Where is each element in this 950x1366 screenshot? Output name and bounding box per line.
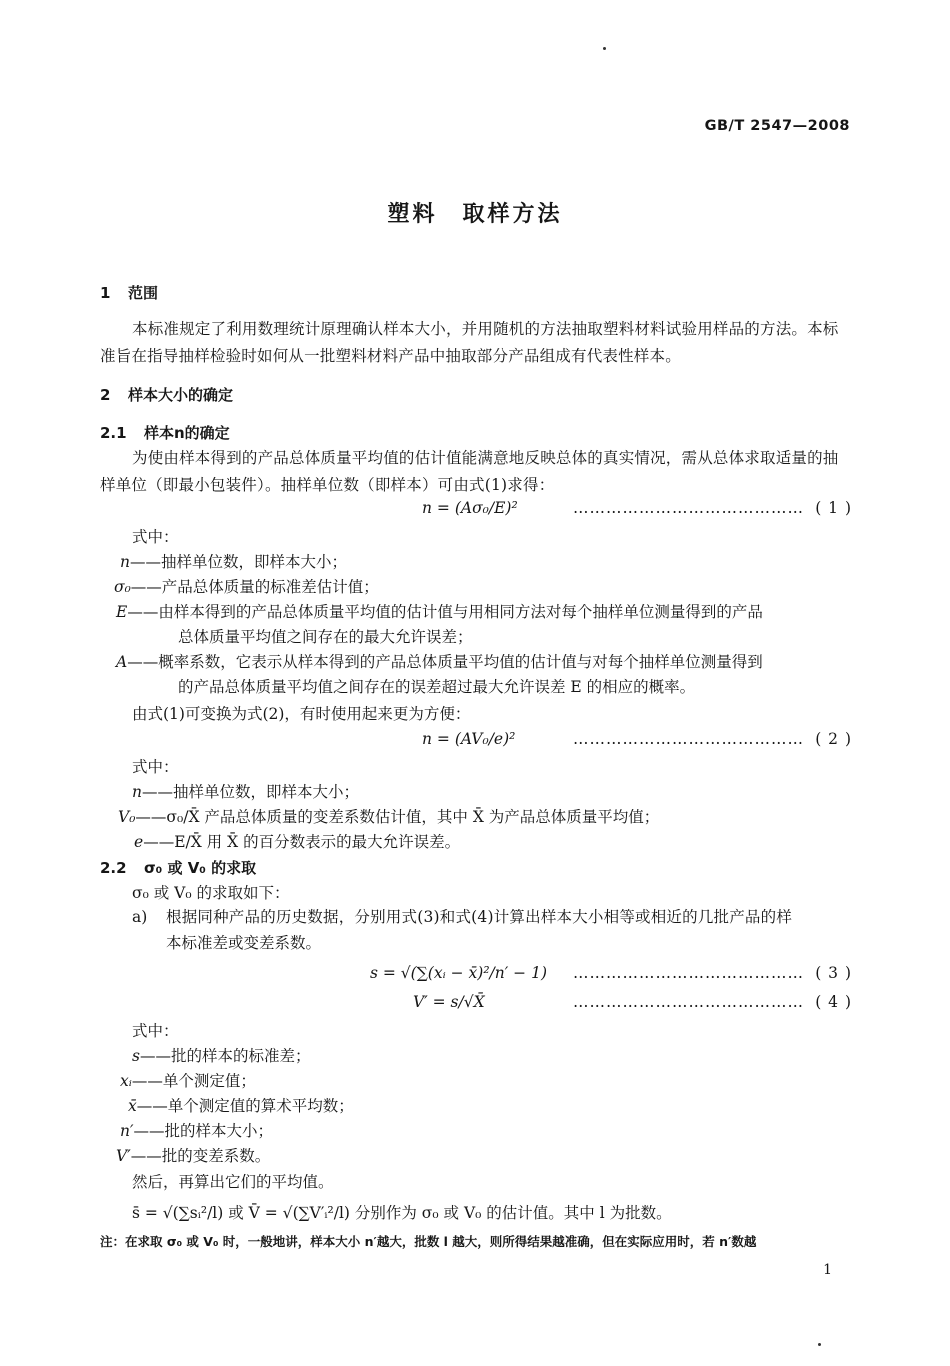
definition-e — [134, 833, 869, 852]
definition-symbol: V₀ — [118, 808, 136, 826]
section-2-heading — [100, 386, 233, 405]
equation-1 — [100, 499, 852, 519]
definition-n — [132, 783, 867, 802]
transform-text: 由式(1)可变换为式(2)，有时使用起来更为方便： — [132, 705, 471, 723]
equation-formula: n = (AV₀/e)² — [422, 730, 516, 748]
subsection-2-2-intro: σ₀ 或 V₀ 的求取如下： — [132, 884, 290, 902]
document-title: 塑料 取样方法 — [387, 202, 563, 227]
definition-A — [116, 653, 851, 672]
definition-text: ——概率系数，它表示从样本得到的产品总体质量平均值的估计值与对每个抽样单位测量得到 — [127, 653, 763, 671]
definition-A-continued: 的产品总体质量平均值之间存在的误差超过最大允许误差 E 的相应的概率。 — [178, 678, 696, 696]
subsection-2-2-heading — [100, 859, 256, 878]
subsection-number: 2.2 — [100, 859, 127, 877]
definition-text: ——σ₀/X̄ 产品总体质量的变差系数估计值，其中 X̄ 为产品总体质量平均值； — [135, 808, 660, 826]
subsection-title: 样本n的确定 — [144, 424, 230, 442]
section-1-paragraph: 本标准规定了利用数理统计原理确认样本大小，并用随机的方法抽取塑料材料试验用样品的方法。本标准旨在指导抽样检验时如何从一批塑料材料产品中抽取部分产品组成有代表性样本。 — [100, 320, 839, 365]
list-item-label: a) — [132, 908, 148, 926]
definition-text: ——单个测定值； — [131, 1072, 256, 1090]
definition-text: ——批的变差系数。 — [130, 1147, 271, 1165]
standard-code: GB/T 2547—2008 — [704, 118, 850, 134]
scan-speck — [818, 1343, 821, 1346]
subsection-number: 2.1 — [100, 424, 127, 442]
definition-symbol: n — [132, 783, 142, 801]
definition-text: ——抽样单位数，即样本大小； — [141, 783, 359, 801]
equation-leader: …………………………………… — [573, 730, 804, 748]
definition-n-prime — [120, 1122, 855, 1141]
definition-symbol: e — [134, 833, 144, 851]
definition-symbol: x̄ — [128, 1097, 137, 1115]
note: 注：在求取 σ₀ 或 V₀ 时，一般地讲，样本大小 n′越大，批数 l 越大，则所得结果越准确，但在实际应用时，若 n′数越 — [100, 1234, 757, 1249]
definition-text: ——E/X̄ 用 X̄ 的百分数表示的最大允许误差。 — [143, 833, 461, 851]
scan-speck — [603, 47, 606, 50]
definition-symbol: σ₀ — [114, 578, 131, 596]
definition-n — [120, 553, 855, 572]
where-label: 式中： — [132, 528, 179, 546]
definition-symbol: V′ — [116, 1147, 131, 1165]
subsection-2-1-heading — [100, 424, 230, 443]
definition-text: ——单个测定值的算术平均数； — [136, 1097, 354, 1115]
where-label: 式中： — [132, 758, 179, 776]
definition-xbar — [128, 1097, 863, 1116]
list-item-text: 根据同种产品的历史数据，分别用式(3)和式(4)计算出样本大小相等或相近的几批产品的样 — [166, 908, 793, 926]
definition-E — [116, 603, 851, 622]
definition-text: ——批的样本大小； — [133, 1122, 274, 1140]
definition-sigma0 — [114, 578, 849, 597]
page-number: 1 — [823, 1262, 832, 1278]
equation-label: ( 1 ) — [815, 499, 852, 517]
equation-leader: …………………………………… — [573, 964, 804, 982]
definition-symbol: A — [116, 653, 128, 671]
definition-text: ——抽样单位数，即样本大小； — [129, 553, 347, 571]
section-1-heading — [100, 284, 158, 303]
equation-label: ( 3 ) — [815, 964, 852, 982]
definition-text: ——批的样本的标准差； — [139, 1047, 311, 1065]
definition-symbol: s — [132, 1047, 140, 1065]
where-label: 式中： — [132, 1022, 179, 1040]
definition-xi — [120, 1072, 855, 1091]
definition-E-continued: 总体质量平均值之间存在的最大允许误差； — [178, 628, 473, 646]
equation-formula: V′ = s/√X̄ — [413, 993, 485, 1011]
equation-formula: n = (Aσ₀/E)² — [422, 499, 518, 517]
list-item-text-continued: 本标准差或变差系数。 — [166, 934, 322, 952]
then-text: 然后，再算出它们的平均值。 — [132, 1173, 334, 1191]
section-title: 范围 — [128, 284, 159, 302]
definition-s — [132, 1047, 867, 1066]
definition-V0 — [118, 808, 853, 827]
definition-V-prime — [116, 1147, 851, 1166]
equation-leader: …………………………………… — [573, 993, 804, 1011]
equation-3 — [100, 964, 852, 984]
average-estimate-text: s̄ = √(∑sᵢ²/l) 或 V̄ = √(∑V′ᵢ²/l) 分别作为 σ₀ 或 V₀ 的估计值。其中 l 为批数。 — [132, 1204, 672, 1222]
section-number: 1 — [100, 284, 111, 302]
equation-leader: …………………………………… — [573, 499, 804, 517]
definition-text: ——产品总体质量的标准差估计值； — [130, 578, 379, 596]
definition-symbol: n′ — [120, 1122, 134, 1140]
equation-2 — [100, 730, 852, 750]
equation-label: ( 4 ) — [815, 993, 852, 1011]
section-number: 2 — [100, 386, 111, 404]
definition-symbol: xᵢ — [120, 1072, 132, 1090]
subsection-2-1-paragraph: 为使由样本得到的产品总体质量平均值的估计值能满意地反映总体的真实情况，需从总体求取适量的抽样单位（即最小包装件）。抽样单位数（即样本）可由式(1)求得： — [100, 449, 839, 494]
definition-text: ——由样本得到的产品总体质量平均值的估计值与用相同方法对每个抽样单位测量得到的产品 — [127, 603, 763, 621]
subsection-title: σ₀ 或 V₀ 的求取 — [144, 859, 257, 877]
equation-formula: s = √(∑(xᵢ − x̄)²/n′ − 1) — [370, 964, 548, 982]
equation-label: ( 2 ) — [815, 730, 852, 748]
definition-symbol: n — [120, 553, 130, 571]
section-title: 样本大小的确定 — [128, 386, 234, 404]
definition-symbol: E — [116, 603, 128, 621]
equation-4 — [100, 993, 852, 1013]
